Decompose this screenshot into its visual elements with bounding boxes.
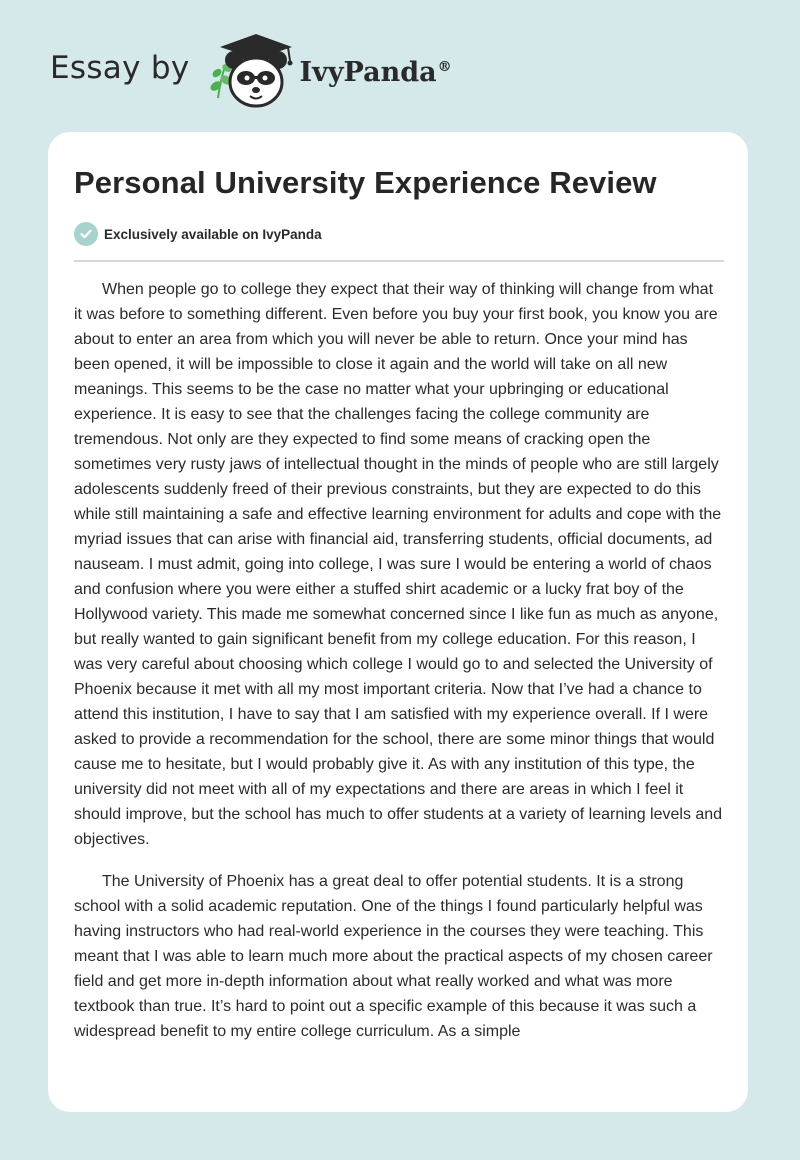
panda-logo-icon — [204, 28, 296, 112]
brand-name[interactable]: IvyPanda® — [299, 56, 452, 88]
essay-body — [74, 277, 724, 1061]
exclusive-label: Exclusively available on IvyPanda — [104, 226, 322, 242]
exclusive-badge — [74, 222, 322, 246]
essay-paragraph: When people go to college they expect that their way of thinking will change from what it was before to something different. Even before you buy your first book, you know you are about to enter an area from which you will never be able to return. Once your mind has been opened, it will be impossible to close it again and the world will take on all new meanings. This seems to be the case no matter what your upbringing or educational experience. It is easy to see that the challenges facing the college community are tremendous. Not only are they expected to find some means of cracking open the sometimes very rusty jaws of intellectual thought in the minds of people who are still largely adolescents suddenly freed of their previous constraints, but they are expected to do this while still maintaining a safe and effective learning environment for adults and cope with the myriad issues that can arise with financial aid, transferring students, official documents, ad nauseam. I must admit, going into college, I was sure I would be entering a world of chaos and confusion where you were either a stuffed shirt academic or a lucky frat boy of the Hollywood variety. This made me somewhat concerned since I like fun as much as anyone, but really wanted to gain significant benefit from my college education. For this reason, I was very careful about choosing which college I would go to and selected the University of Phoenix because it met with all my most important criteria. Now that I’ve had a chance to attend this institution, I have to say that I am satisfied with my experience overall. If I were asked to provide a recommendation for the school, there are some minor things that would cause me to hesitate, but I would probably give it. As with any institution of this type, the university did not meet with all of my expectations and there are areas in which I feel it should improve, but the school has much to offer students at a variety of learning levels and objectives. — [74, 281, 723, 848]
essay-paragraph: The University of Phoenix has a great deal to offer potential students. It is a strong school with a solid academic reputation. One of the things I found particularly helpful was having instructors who had real-world experience in the courses they were teaching. This meant that I was able to learn much more about the practical aspects of my chosen career field and get more in-depth information about what really worked and what was more textbook than true. It’s hard to point out a specific example of this because it was such a widespread benefit to my entire college curriculum. As a simple — [74, 873, 713, 1040]
registered-mark: ® — [437, 58, 452, 75]
site-header — [50, 30, 452, 110]
page-title: Personal University Experience Review — [74, 165, 657, 200]
check-circle-icon — [74, 222, 98, 246]
essay-card — [48, 132, 748, 1112]
divider — [74, 260, 724, 262]
essay-by-label: Essay by — [50, 50, 190, 86]
